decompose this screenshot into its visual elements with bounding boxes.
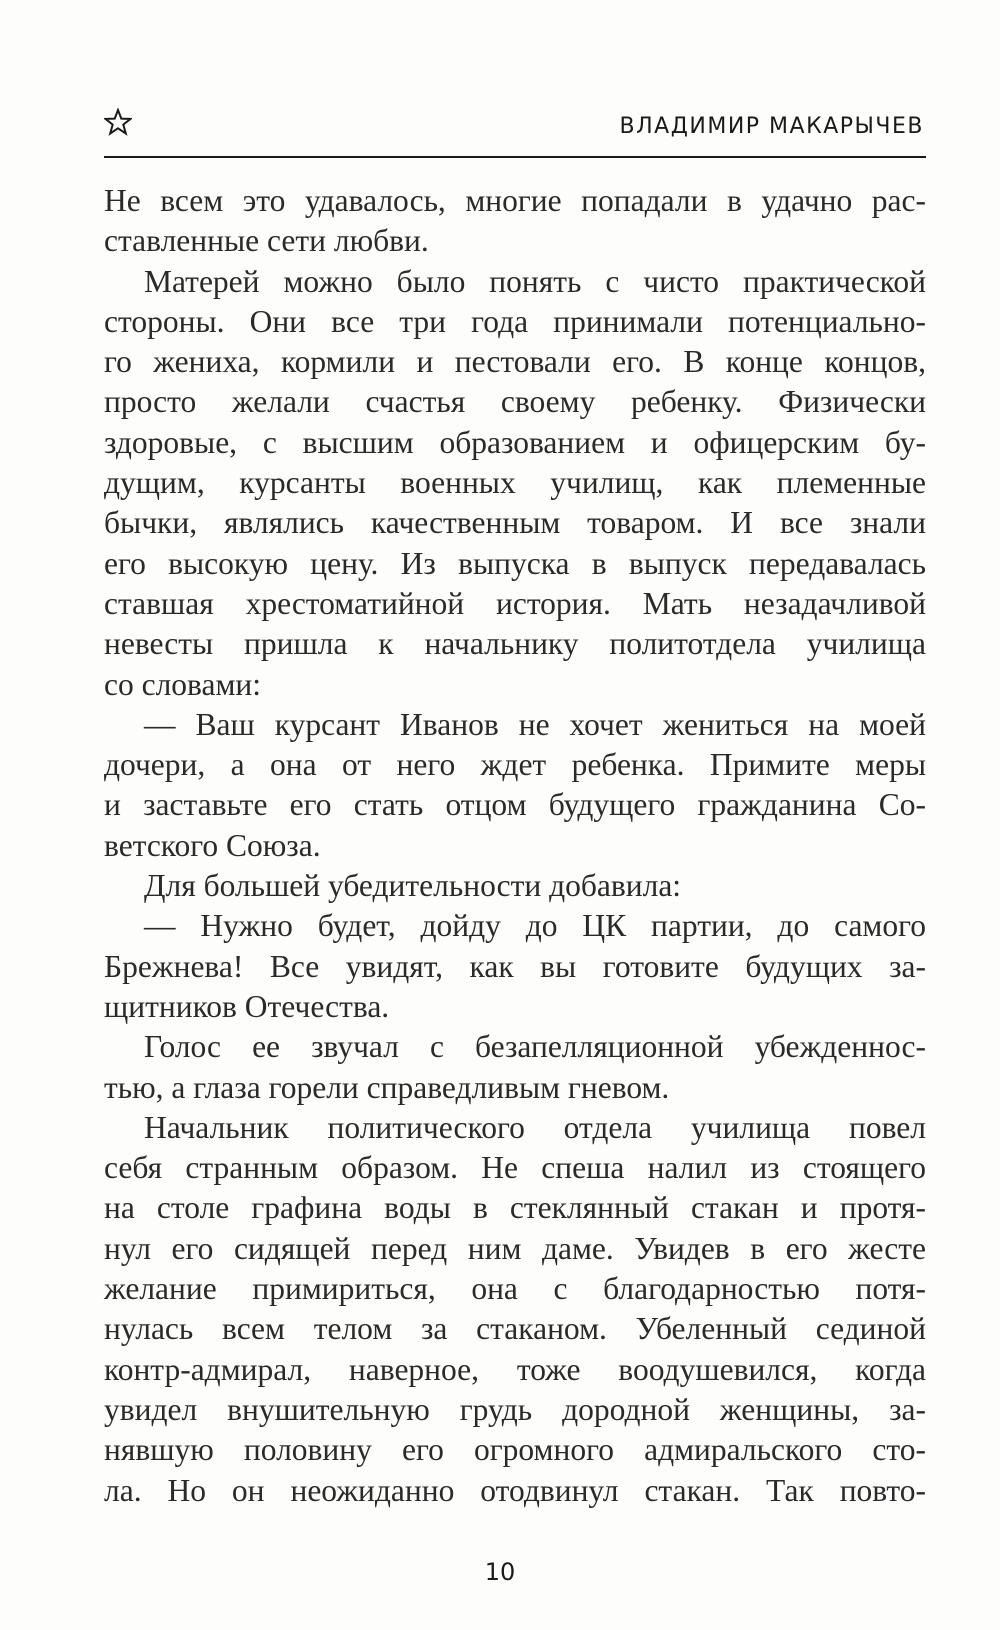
page-number: 10 xyxy=(484,1558,516,1586)
text-line: щитников Отечества. xyxy=(104,988,390,1024)
text-line: нул его сидящей перед ним даме. Увидев в его жесте xyxy=(104,1230,926,1266)
text-line: дочери, а она от него ждет ребенка. Примите меры xyxy=(104,747,926,783)
body-text xyxy=(104,181,926,1511)
text-line: и заставьте его стать отцом будущего гражданина Со- xyxy=(104,787,926,823)
text-line: — Нужно будет, дойду до ЦК партии, до самого xyxy=(144,908,926,944)
text-line: его высокую цену. Из выпуска в выпуск передавалась xyxy=(104,545,926,581)
text-line: себя странным образом. Не спеша налил из стоящего xyxy=(104,1150,926,1186)
text-line: ла. Но он неожиданно отодвинул стакан. Так повто- xyxy=(104,1472,926,1508)
text-line: Брежнева! Все увидят, как вы готовите будущих за- xyxy=(104,948,926,984)
text-line: на столе графина воды в стеклянный стакан и протя- xyxy=(104,1190,926,1226)
text-line: ставленные сети любви. xyxy=(104,223,429,259)
text-line: просто желали счастья своему ребенку. Физически xyxy=(104,384,926,420)
text-line: тью, а глаза горели справедливым гневом. xyxy=(104,1069,670,1105)
text-line: стороны. Они все три года принимали потенциально- xyxy=(104,303,926,339)
text-line: дущим, курсанты военных училищ, как племенные xyxy=(104,465,926,501)
text-line: Матерей можно было понять с чисто практической xyxy=(144,263,926,299)
text-line: желание примириться, она с благодарностью потя- xyxy=(104,1271,926,1307)
text-line: увидел внушительную грудь дородной женщины, за- xyxy=(104,1391,926,1427)
star-outline-icon xyxy=(104,108,132,136)
text-line: нявшую половину его огромного адмиральского сто- xyxy=(104,1432,926,1468)
text-line: Не всем это удавалось, многие попадали в удачно рас- xyxy=(104,183,926,218)
text-line: го жениха, кормили и пестовали его. В конце концов, xyxy=(104,344,926,380)
text-line: нулась всем телом за стаканом. Убеленный сединой xyxy=(104,1311,926,1347)
text-line: — Ваш курсант Иванов не хочет жениться на моей xyxy=(144,706,926,742)
text-line: Начальник политического отдела училища повел xyxy=(144,1109,926,1145)
text-line: ветского Союза. xyxy=(104,827,321,863)
text-line: Для большей убедительности добавила: xyxy=(144,868,682,904)
text-line: со словами: xyxy=(104,666,262,702)
running-header xyxy=(104,104,926,158)
text-line: ставшая хрестоматийной история. Мать незадачливой xyxy=(104,585,926,621)
text-line: бычки, являлись качественным товаром. И все знали xyxy=(104,505,926,541)
text-line: невесты пришла к начальнику политотдела училища xyxy=(104,626,926,662)
text-line: Голос ее звучал с безапелляционной убежденнос- xyxy=(144,1029,926,1065)
text-line: здоровые, с высшим образованием и офицерским бу- xyxy=(104,424,926,460)
text-line: контр-адмирал, наверное, тоже воодушевился, когда xyxy=(104,1351,926,1387)
author-name: ВЛАДИМИР МАКАРЫЧЕВ xyxy=(619,114,924,139)
